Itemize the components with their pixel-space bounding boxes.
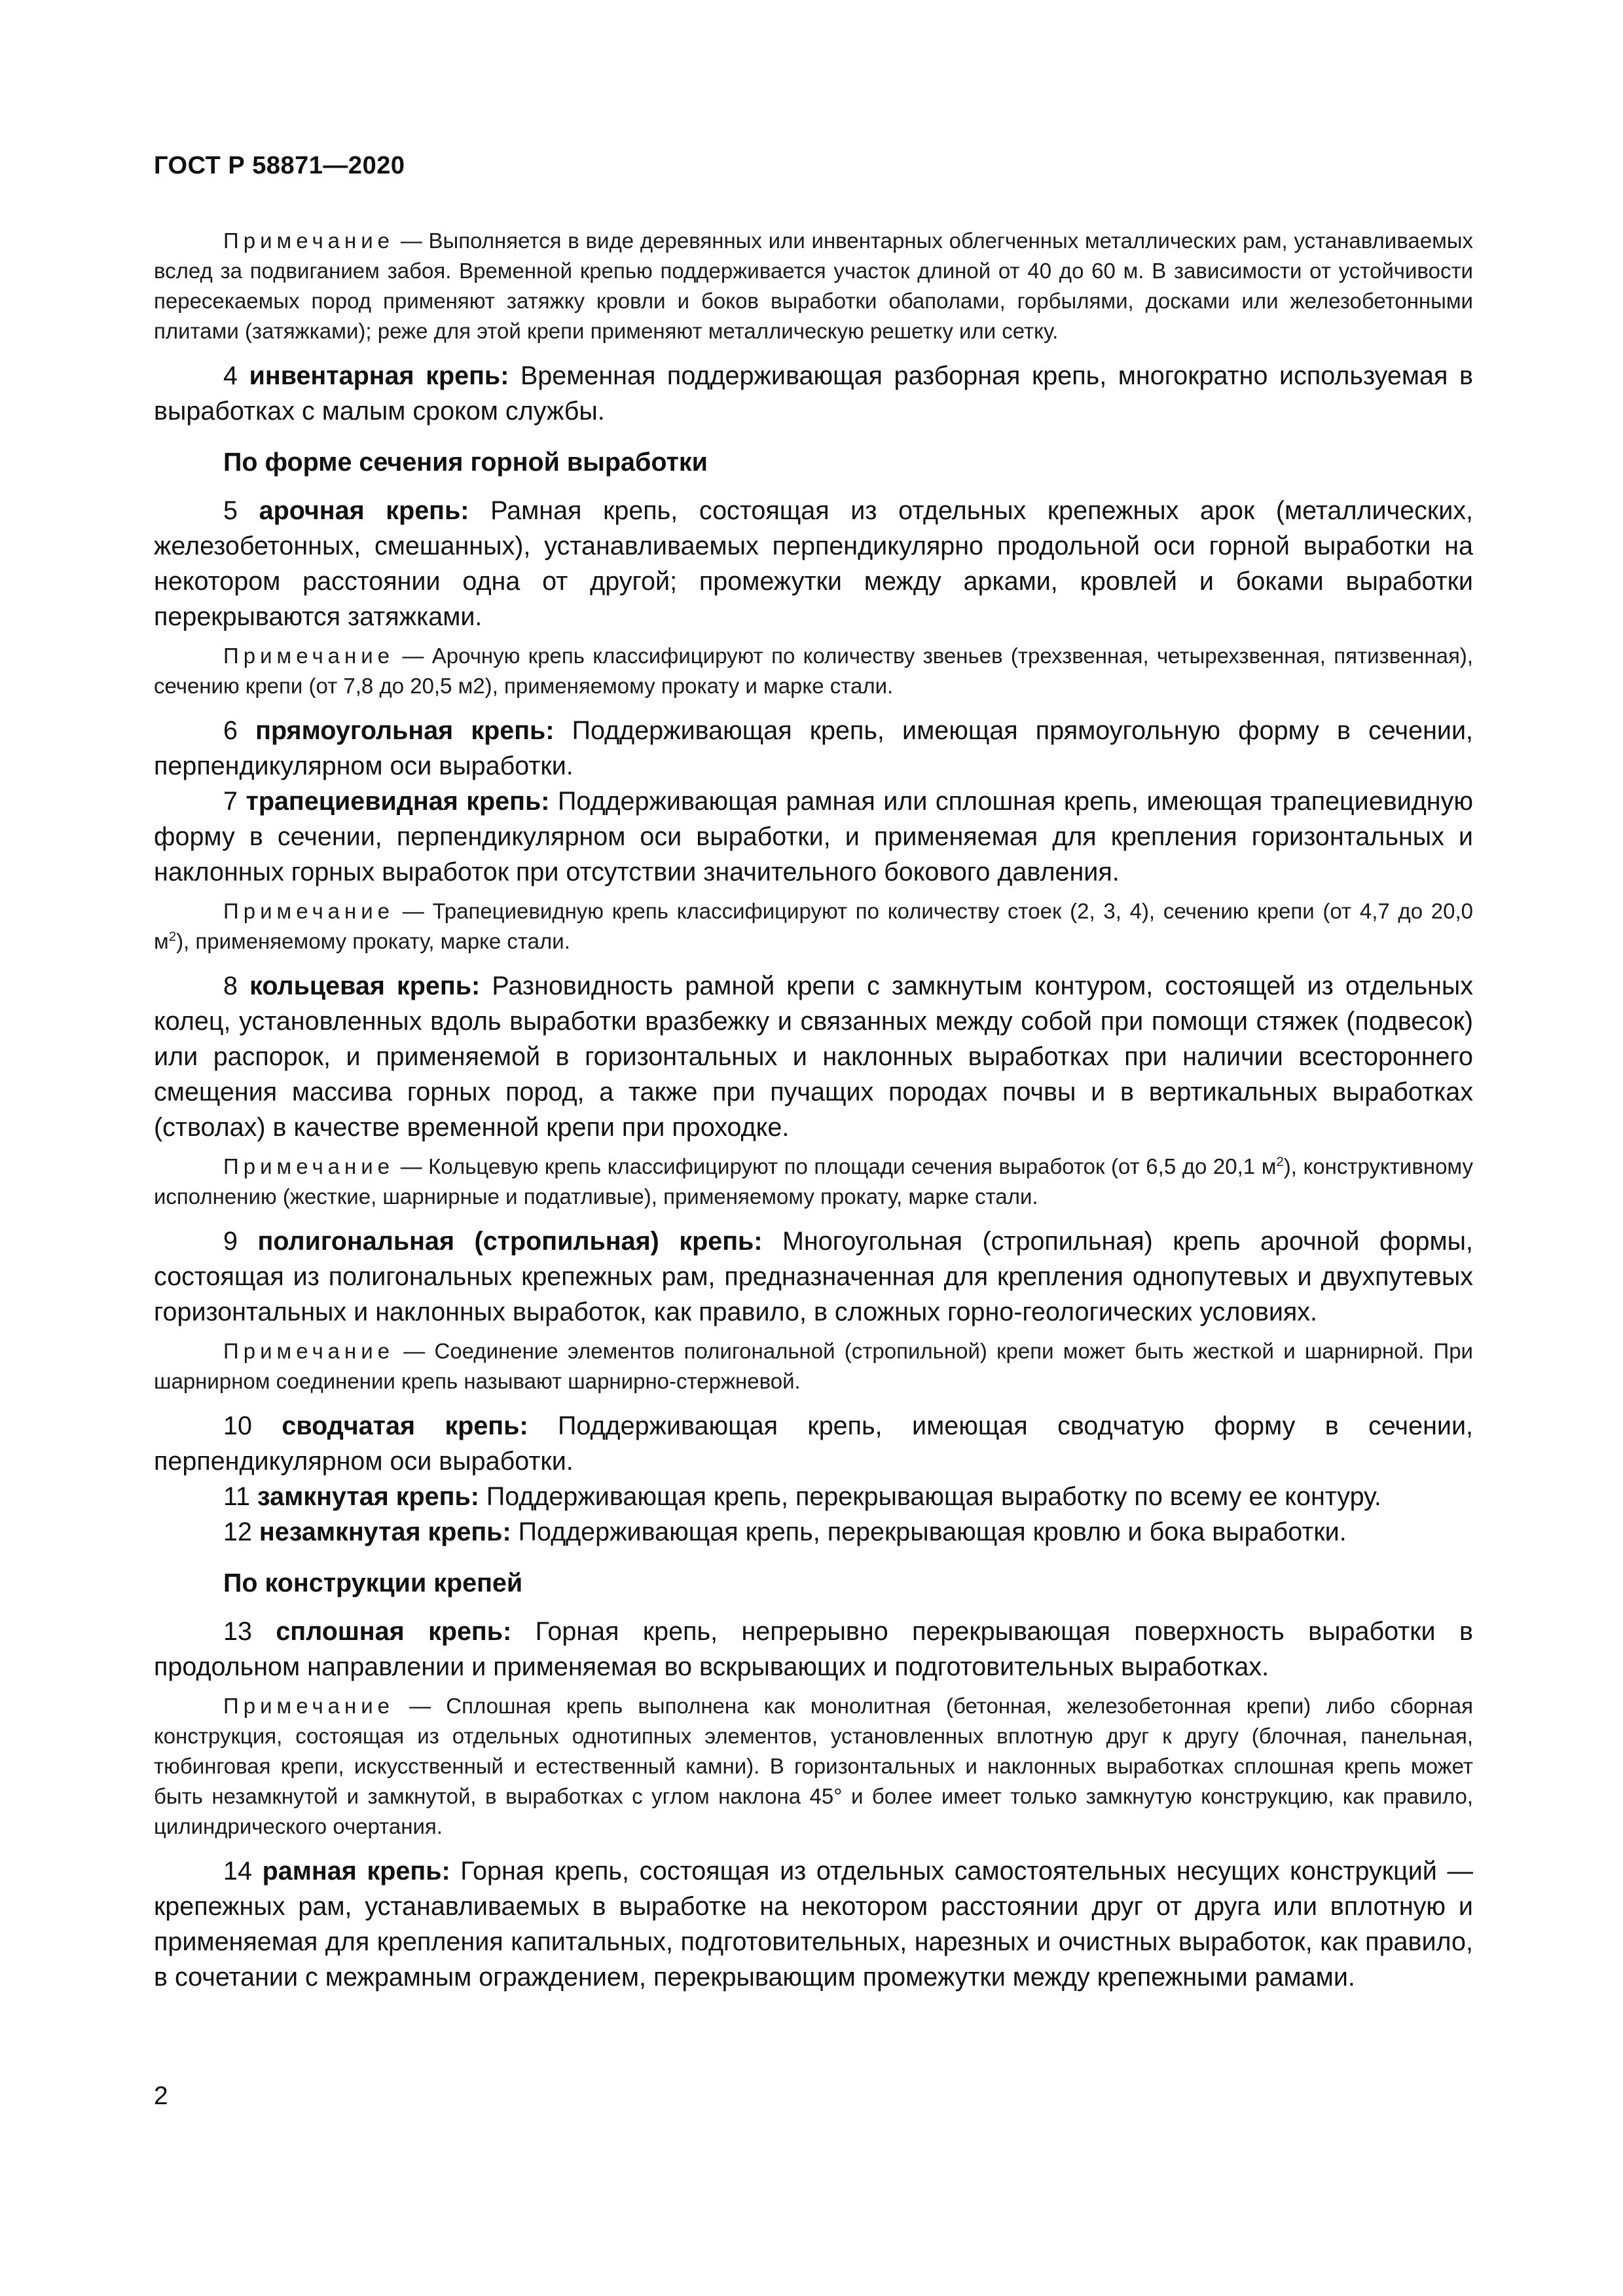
term-text: Многоугольная (стропильная) крепь арочной формы, состоящая из полигональных крепежных рам, предназначенная для крепления однопутевых и двухпутевых горизонтальных и наклонных выработок, как правило, в сложных горно-геологических условиях. — [154, 1227, 1473, 1326]
term-definition — [154, 713, 1473, 784]
superscript: 2 — [1276, 1154, 1284, 1169]
document-body — [154, 226, 1473, 2001]
term-text: Поддерживающая крепь, имеющая прямоугольную форму в сечении, перпендикулярном оси выработки. — [154, 716, 1474, 780]
term-number: 13 — [223, 1617, 252, 1646]
note-label: Примечание — [223, 899, 395, 923]
note-paragraph — [154, 641, 1473, 701]
term-definition — [154, 358, 1473, 429]
term-number: 8 — [223, 972, 238, 1000]
term-text: Поддерживающая рамная или сплошная крепь, имеющая трапециевидную форму в сечении, перпендикулярном оси выработки, и применяемая для крепления горизонтальных и наклонных горных выработок при отсутствии значительного бокового давления. — [154, 787, 1473, 886]
note-paragraph — [154, 1691, 1473, 1842]
term-name: прямоугольная крепь: — [255, 716, 555, 745]
term-text: Поддерживающая крепь, имеющая сводчатую форму в сечении, перпендикулярном оси выработки. — [154, 1412, 1473, 1476]
term-number: 11 — [223, 1482, 251, 1511]
term-number: 10 — [223, 1412, 252, 1440]
term-definition — [154, 1408, 1473, 1479]
note-text: — Трапециевидную крепь классифицируют по количеству стоек (2, 3, 4), сечению крепи (от 4,7 до 20,0 м — [154, 899, 1473, 953]
term-text: Рамная крепь, состоящая из отдельных крепежных арок (металлических, железобетонных, смешанных), устанавливаемых перпендикулярно продольной оси горной выработки на некотором расстоянии одна от другой; промежутки между арками, кровлей и боками выработки перекрываются затяжками. — [154, 496, 1473, 631]
term-definition — [154, 968, 1473, 1145]
term-number: 6 — [223, 716, 238, 745]
note-paragraph — [154, 1152, 1473, 1212]
note-text: — Кольцевую крепь классифицируют по площади сечения выработок (от 6,5 до 20,1 м — [394, 1154, 1277, 1178]
term-name: арочная крепь: — [259, 496, 469, 525]
note-label: Примечание — [223, 1694, 395, 1718]
note-paragraph — [154, 226, 1473, 346]
note-label: Примечание — [223, 644, 395, 668]
term-text: Горная крепь, состоящая из отдельных самостоятельных несущих конструкций — крепежных рам, устанавливаемых в выработке на некотором расстоянии друг от друга или вплотную и применяемая для крепления капитальных, подготовительных, нарезных и очистных выработок, как правило, в сочетании с межрамным ограждением, перекрывающим промежутки между крепежными рамами. — [154, 1857, 1473, 1992]
term-text: Временная поддерживающая разборная крепь, многократно используемая в выработках с малым сроком службы. — [154, 361, 1473, 426]
term-text: Горная крепь, непрерывно перекрывающая поверхность выработки в продольном направлении и применяемая во вскрывающих и подготовительных выработках. — [154, 1617, 1473, 1681]
section-heading: По форме сечения горной выработки — [223, 448, 708, 477]
note-paragraph — [154, 896, 1473, 957]
term-number: 9 — [223, 1227, 238, 1256]
note-paragraph — [154, 1336, 1473, 1396]
term-number: 12 — [223, 1518, 252, 1546]
term-definition — [154, 493, 1473, 634]
term-definition — [154, 1853, 1473, 1995]
document-header: ГОСТ Р 58871—2020 — [154, 152, 405, 179]
page-number: 2 — [154, 2082, 168, 2110]
note-text: — Сплошная крепь выполнена как монолитная (бетонная, железобетонная крепи) либо сборная конструкция, состоящая из отдельных однотипных элементов, установленных вплотную друг к другу (блочная, панельная, тюбинговая крепи, искусственный и естественный камни). В горизонтальных и наклонных выработках сплошная крепь может быть незамкнутой и замкнутой, в выработках с углом наклона 45° и более имеет только замкнутую конструкцию, как правило, цилиндрического очертания. — [154, 1694, 1473, 1838]
term-number: 4 — [223, 361, 238, 390]
term-definition — [154, 784, 1473, 890]
term-number: 5 — [223, 496, 238, 525]
term-text: Поддерживающая крепь, перекрывающая кровлю и бока выработки. — [511, 1518, 1347, 1546]
term-name: незамкнутая крепь: — [259, 1518, 511, 1546]
term-name: кольцевая крепь: — [249, 972, 481, 1000]
term-name: рамная крепь: — [262, 1857, 450, 1886]
term-text: Поддерживающая крепь, перекрывающая выработку по всему ее контуру. — [479, 1482, 1381, 1511]
note-label: Примечание — [223, 1154, 395, 1178]
note-label: Примечание — [223, 228, 395, 253]
term-number: 14 — [223, 1857, 252, 1886]
term-name: сводчатая крепь: — [282, 1412, 528, 1440]
note-label: Примечание — [223, 1339, 395, 1363]
superscript: 2 — [168, 929, 177, 944]
term-name: инвентарная крепь: — [249, 361, 509, 390]
term-text: Разновидность рамной крепи с замкнутым контуром, состоящей из отдельных колец, установленных вдоль выработки вразбежку и связанных между собой при помощи стяжек (подвесок) или распорок, и применяемой в горизонтальных и наклонных выработках при наличии всестороннего смещения массива горных пород, а также при пучащих породах почвы и в вертикальных выработках (стволах) в качестве временной крепи при проходке. — [154, 972, 1473, 1142]
term-definition — [154, 1224, 1473, 1330]
note-text-tail: ), конструктивному исполнению (жесткие, шарнирные и податливые), применяемому прокату, марке стали. — [154, 1154, 1473, 1209]
term-number: 7 — [223, 787, 238, 816]
note-text-tail: ), применяемому прокату, марке стали. — [176, 929, 570, 953]
note-text: — Соединение элементов полигональной (стропильной) крепи может быть жесткой и шарнирной. При шарнирном соединении крепь называют шарнирно-стержневой. — [154, 1339, 1473, 1393]
term-definition — [154, 1479, 1473, 1514]
term-name: трапециевидная крепь: — [246, 787, 550, 816]
note-text: — Выполняется в виде деревянных или инвентарных облегченных металлических рам, устанавливаемых вслед за подвиганием забоя. Временной крепью поддерживается участок длиной от 40 до 60 м. В зависимости от устойчивости пересекаемых пород применяют затяжку кровли и боков выработки обаполами, горбылями, досками или железобетонными плитами (затяжками); реже для этой крепи применяют металлическую решетку или сетку. — [154, 228, 1473, 343]
term-definition — [154, 1614, 1473, 1685]
term-name: сплошная крепь: — [276, 1617, 512, 1646]
section-heading: По конструкции крепей — [223, 1569, 523, 1597]
note-text: — Арочную крепь классифицируют по количеству звеньев (трехзвенная, четырехзвенная, пятизвенная), сечению крепи (от 7,8 до 20,5 м2), применяемому прокату и марке стали. — [154, 644, 1473, 698]
term-name: замкнутая крепь: — [257, 1482, 479, 1511]
term-name: полигональная (стропильная) крепь: — [257, 1227, 763, 1256]
term-definition — [154, 1514, 1473, 1550]
